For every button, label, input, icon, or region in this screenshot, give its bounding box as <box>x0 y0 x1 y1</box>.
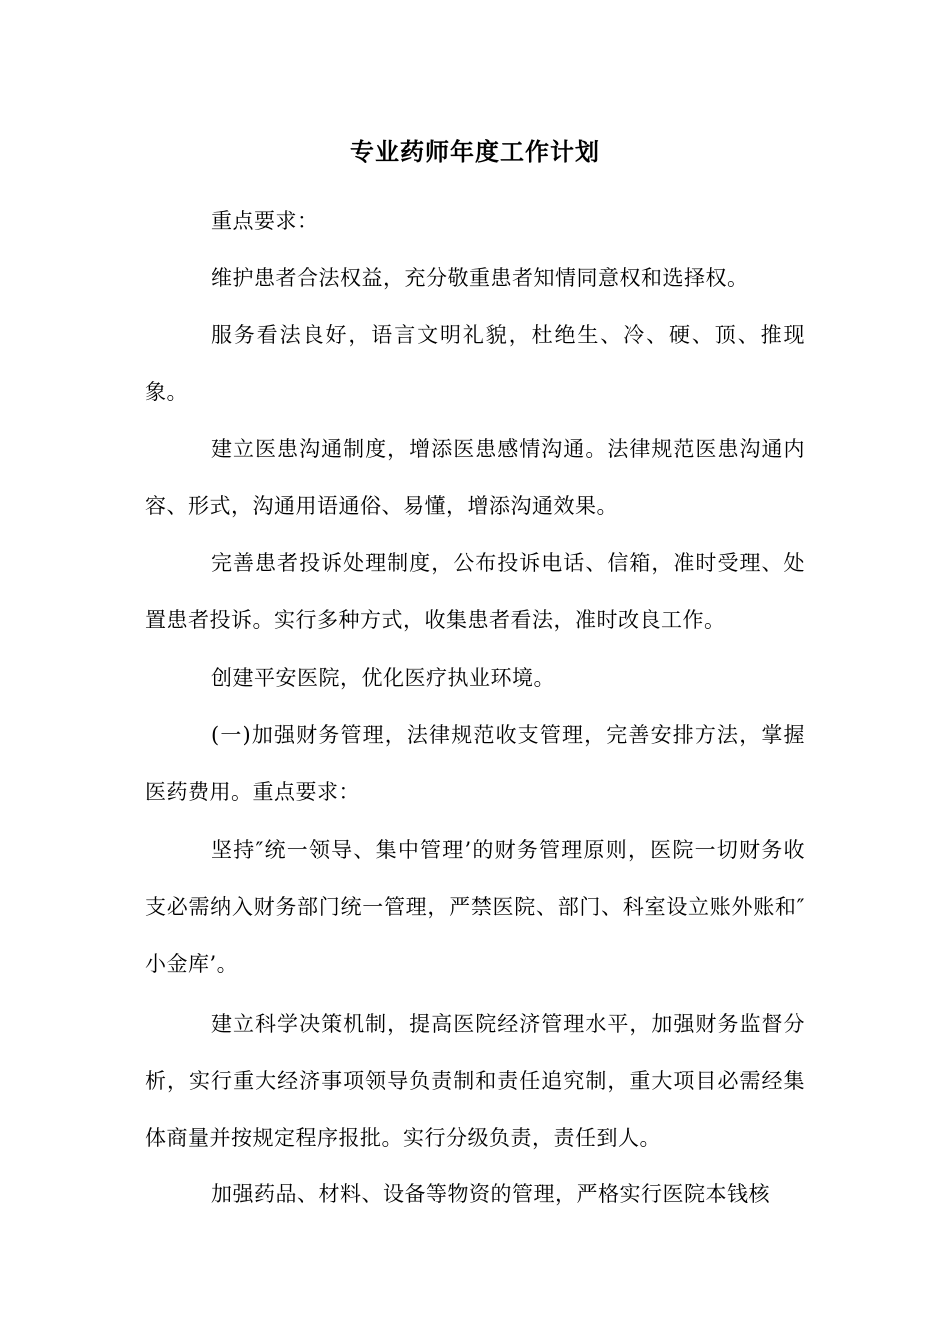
paragraph-9: 建立科学决策机制，提高医院经济管理水平，加强财务监督分析，实行重大经济事项领导负责制和责任追究制，重大项目必需经集体商量并按规定程序报批。实行分级负责，责任到人。 <box>145 1012 805 1150</box>
paragraph-8: 坚持″统一领导、集中管理’的财务管理原则，医院一切财务收支必需纳入财务部门统一管理，严禁医院、部门、科室设立账外账和″小金库’。 <box>145 838 805 976</box>
paragraph-1: 重点要求： <box>211 209 319 233</box>
paragraph-5: 完善患者投诉处理制度，公布投诉电话、信箱，准时受理、处置患者投诉。实行多种方式，收集患者看法，准时改良工作。 <box>145 551 805 632</box>
paragraph-3: 服务看法良好，语言文明礼貌，杜绝生、冷、硬、顶、推现象。 <box>145 323 805 404</box>
paragraph-6: 创建平安医院，优化医疗执业环境。 <box>211 666 555 690</box>
document-title: 专业药师年度工作计划 <box>350 137 600 166</box>
paragraph-4: 建立医患沟通制度，增添医患感情沟通。法律规范医患沟通内容、形式，沟通用语通俗、易懂，增添沟通效果。 <box>145 437 805 518</box>
paragraph-10: 加强药品、材料、设备等物资的管理，严格实行医院本钱核 <box>211 1182 770 1206</box>
paragraph-2: 维护患者合法权益，充分敬重患者知情同意权和选择权。 <box>211 266 749 290</box>
paragraph-7: (一)加强财务管理，法律规范收支管理，完善安排方法，掌握医药费用。重点要求： <box>145 723 805 804</box>
